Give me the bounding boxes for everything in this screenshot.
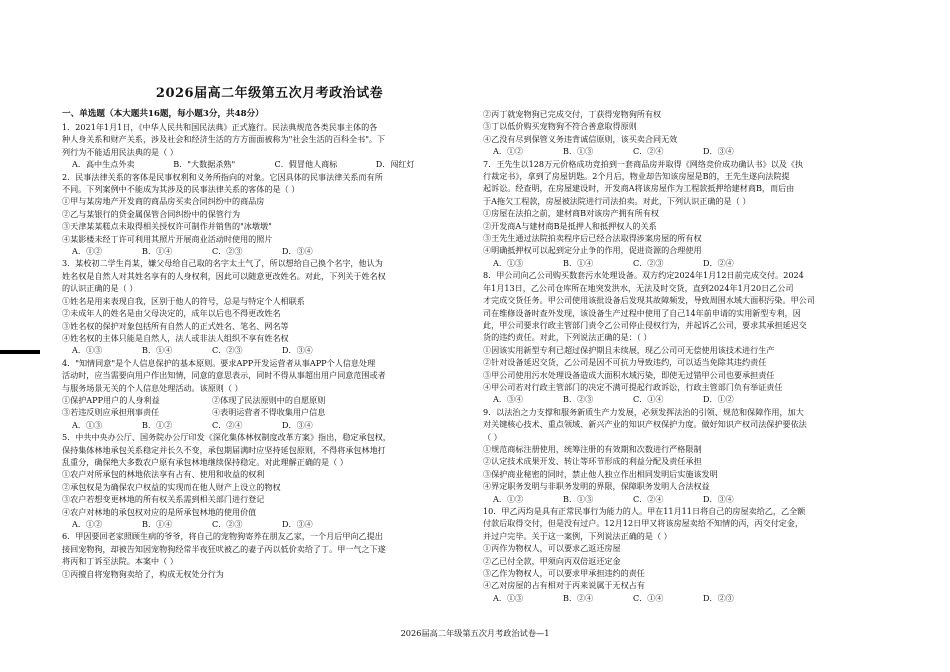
answer-c[interactable]: C．假冒他人商标	[274, 159, 338, 170]
q8-line: 货的违约责任。对此，下列说法正确的是：（ ）	[483, 332, 652, 343]
q7-line: ①房屋在法拍之前，建材商B对该房产拥有所有权	[483, 208, 659, 219]
q2-line: ②乙与某银行的贷金属保管合同纠纷中的保管行为	[62, 208, 241, 219]
q9-line: ②认定技术成果开发、转让等环节形成的利益分配及责任承担	[483, 456, 702, 467]
q3-line: ④姓名权的主体只能是自然人，法人或非法人组织不享有姓名权	[62, 332, 289, 343]
q1-line: 种人身关系和财产关系，涉及社会和经济生活的方方面面被称为"社会生活的百科全书"。下	[62, 134, 386, 145]
q8-line: ③甲公司使用污水处理设备造成大面积水域污染，即使无过错甲公司也要承担责任	[483, 369, 775, 380]
q5-line: 保持集体林地承包关系稳定并长久不变，承包期届满时应坚持延包原则，不得将承包林地打	[62, 444, 386, 455]
answer-d[interactable]: D．①②	[703, 394, 734, 405]
q6-line: ④乙没有尽到保管义务违背诚信原则，该买卖合同无效	[483, 133, 678, 144]
answer-d[interactable]: D．②③	[703, 592, 734, 603]
q9-line: ③保护商业秘密的同时，禁止他人独立作出相同发明后实施该发明	[483, 468, 718, 479]
q10-line: ④乙对房屋的占有相对于丙来说属于无权占有	[483, 580, 645, 591]
q10-line: 10．甲乙丙均是具有正常民事行为能力的人。甲在11月11日将自己的房屋卖给乙，乙全额	[483, 506, 806, 516]
q7-line: 于A拖欠工程款，房屋被法院进行司法拍卖。对此，下列认识正确的是（ ）	[483, 195, 751, 206]
answer-b[interactable]: B．①②	[142, 419, 173, 430]
question-9	[483, 406, 903, 505]
q4-line: 与服务场景无关的个人信息处理活动。该原则（ ）	[62, 382, 243, 393]
right-column	[483, 108, 903, 604]
q4-options-row	[62, 406, 477, 418]
q9-line: ①规范商标注册使用，统筹注册的有效期和次数进行严格限制	[483, 443, 702, 454]
q3-line: ②未成年人的姓名是由父母决定的，成年以后也不得更改姓名	[62, 308, 281, 319]
q3-line: 3．某校初二学生肖某，嫌父母给自己取的名字太土气了，所以想给自己换个名字，他认为	[62, 258, 383, 269]
q7-line: ③王先生通过法院拍卖程序后已经合法取得涉案房屋的所有权	[483, 233, 702, 244]
question-10	[483, 505, 903, 604]
answer-b[interactable]: B．①③	[563, 146, 594, 157]
answer-c[interactable]: C．②④	[633, 493, 664, 504]
q2-line: ③天津某某糕点未取得相关授权许可制作并销售的"冰墩墩"	[62, 221, 272, 232]
question-2	[62, 171, 477, 258]
answer-a[interactable]: A．①②	[493, 146, 524, 157]
answer-c[interactable]: C．②④	[633, 146, 664, 157]
answer-c[interactable]: C．②③	[633, 257, 664, 268]
q1-line: 列行为不能适用民法典的是（ ）	[62, 146, 178, 157]
q10-line: ①丙作为物权人，可以要求乙返还房屋	[483, 543, 621, 554]
question-8	[483, 269, 903, 405]
q3-line: ③姓名权的保护对象包括所有自然人的正式姓名、笔名、网名等	[62, 320, 289, 331]
q6-answers	[483, 145, 903, 157]
q8-line: ①因该实用新型专利已超过保护期且未续展，现乙公司可无偿使用该技术进行生产	[483, 344, 775, 355]
answer-b[interactable]: B．①④	[142, 345, 173, 356]
question-4	[62, 357, 477, 431]
answer-d[interactable]: D．③④	[282, 345, 313, 356]
answer-b[interactable]: B．①④	[563, 257, 594, 268]
answer-d[interactable]: D．③④	[703, 146, 734, 157]
q7-line: 行裁定书》，拿到了房屋钥匙。2个月后，物业却告知该房屋是B的，王先生遂向法院提	[483, 171, 790, 182]
q10-line: ②乙已付全款，甲须向丙双倍返还定金	[483, 555, 621, 566]
q2-line: 2．民事法律关系的客体是民事权利和义务所指向的对象。它因具体的民事法律关系而有所	[62, 171, 383, 182]
q8-line: 此，甲公司要求行政主管部门责令乙公司停止侵权行为，并起诉乙公司，要求其承担延迟交	[483, 319, 807, 330]
answer-a[interactable]: A．①②	[493, 493, 524, 504]
answer-c[interactable]: C．①④	[633, 394, 664, 405]
q8-line: ④甲公司若对行政主管部门的决定不满可提起行政诉讼，行政主管部门负有举证责任	[483, 381, 783, 392]
q9-line: （ ）	[483, 431, 502, 442]
answer-d[interactable]: D．③④	[282, 246, 313, 257]
question-6-continued	[483, 108, 903, 158]
q2-line: ④某影楼未经丁许可利用其照片开展商业活动时使用的照片	[62, 233, 273, 244]
q9-line: 对关键核心技术、重点领域、新兴产业的知识产权保护力度。做好知识产权司法保护要依法	[483, 419, 807, 430]
q6-line: 6．甲因要回老家照顾生病的爷爷，将自己的宠物狗寄养在朋友乙家，一个月后甲向乙提出	[62, 531, 383, 542]
q5-line: ①农户对所承包的林地依法享有占有、使用和收益的权利	[62, 469, 265, 480]
q7-line: ④明确抵押权可以起到定分止争的作用，促进资源的合理使用	[483, 245, 702, 256]
answer-d[interactable]: D．③④	[282, 419, 313, 430]
q2-answers	[62, 245, 477, 257]
q5-answers	[62, 518, 477, 530]
q6-line: ①丙擅自将宠物狗卖给了，构成无权处分行为	[62, 568, 224, 579]
answer-d[interactable]: D．②④	[703, 257, 734, 268]
answer-b[interactable]: B．"大数据杀熟"	[173, 159, 236, 170]
page-footer: 2026届高二年级第五次月考政治试卷—1	[400, 628, 550, 638]
q10-line: 付款后取得交付，但是没有过户。12月12日甲又将该房屋卖给不知情的丙，丙交付定金，	[483, 518, 804, 529]
section-heading: 一、单选题（本大题共16题，每小题3分，共48分）	[62, 109, 264, 119]
answer-d[interactable]: D．③④	[703, 493, 734, 504]
answer-a[interactable]: A．①③	[72, 345, 103, 356]
question-6	[62, 530, 477, 580]
q6-line: 接回宠物狗，却被告知因宠物狗经常半夜狂吠被乙的妻子丙以低价卖给了丁。甲一气之下遂	[62, 543, 386, 554]
q4-option: ③若违反则应承担刑事责任	[62, 407, 160, 418]
q8-line: 8．甲公司向乙公司购买数套污水处理设备。双方约定2024年1月12日前完成交付。2024	[483, 270, 804, 281]
q8-line: 才完成交货任务。甲公司使用该批设备后发现其故障频发，导致周围水域大面积污染。甲公司	[483, 295, 815, 306]
q4-option: ④表明运营者不得收集用户信息	[212, 407, 326, 418]
q3-line: ①姓名是用来表现自我，区别于他人的符号，总是与特定个人相联系	[62, 295, 305, 306]
answer-a[interactable]: A．①②	[72, 246, 103, 257]
answer-c[interactable]: C．②③	[212, 345, 243, 356]
q4-option: ②体现了民法原则中的自愿原则	[212, 394, 326, 405]
answer-a[interactable]: A．①③	[72, 419, 103, 430]
q3-line: 的认识正确的是（ ）	[62, 283, 138, 294]
q1-answers	[62, 158, 477, 170]
left-column	[62, 108, 477, 580]
answer-a[interactable]: A．③④	[493, 394, 524, 405]
q8-line: 司在维修设备时查外发现，该设备生产过程中使用了自己14年前申请的实用新型专利，因	[483, 307, 801, 318]
q8-line: 年1月13日，乙公司仓库所在地突发洪水，无法及时交货，直到2024年1月20日乙公司	[483, 282, 794, 293]
exam-title: 2026届高二年级第五次月考政治试卷	[155, 86, 384, 101]
question-7	[483, 158, 903, 270]
question-1	[62, 121, 477, 171]
q6-line: ③丁以低价购买宠物狗不符合善意取得原则	[483, 121, 637, 132]
q6-line: 将丙和丁诉至法院。本案中（ ）	[62, 556, 178, 567]
answer-d[interactable]: D．③④	[282, 519, 313, 529]
answer-b[interactable]: B．①④	[142, 519, 173, 529]
q2-line: 不同。下列案例中不能成为其涉及的民事法律关系的客体的是（ ）	[62, 184, 300, 195]
answer-b[interactable]: B．①③	[563, 493, 594, 504]
answer-b[interactable]: B．②④	[563, 592, 594, 603]
answer-a[interactable]: A．①③	[493, 592, 524, 603]
answer-c[interactable]: C．①④	[633, 592, 664, 603]
q2-line: ①甲与某房地产开发商的商品房买卖合同纠纷中的商品房	[62, 196, 265, 207]
answer-a[interactable]: A．①②	[72, 519, 103, 529]
q8-line: ②针对设备延迟交货，乙公司是因不可抗力导致违约，可以适当免除其违约责任	[483, 357, 767, 368]
answer-c[interactable]: C．②③	[212, 519, 243, 529]
q4-answers	[62, 419, 477, 431]
q7-line: 起诉讼。经查明，在房屋建设时，开发商A将该房屋作为工程款抵押给建材商B，而后由	[483, 183, 795, 194]
answer-b[interactable]: B．②③	[563, 394, 594, 405]
q4-line: 4．"知情同意"是个人信息保护的基本原则。要求APP开发运营者从事APP个人信息处理	[62, 357, 376, 368]
q4-options-row	[62, 394, 477, 406]
answer-a[interactable]: A．高中生点外卖	[72, 159, 135, 170]
q7-line: ②开发商A与建材商B是抵押人和抵押权人的关系	[483, 220, 657, 231]
q6-line: ②丙丁就宠物狗已完成交付，丁获得宠物狗所有权	[483, 109, 662, 119]
q10-line: 并过户完毕。关于这一案例，下列说法正确的是（ ）	[483, 530, 672, 541]
q5-line: ④农户对林地的承包权对应的是所承包林地的使用价值	[62, 506, 257, 517]
q10-line: ③乙作为物权人，可以要求甲承担违约的责任	[483, 568, 645, 579]
q8-answers	[483, 393, 903, 405]
answer-d[interactable]: D．闯红灯	[375, 159, 415, 170]
q9-answers	[483, 493, 903, 505]
q5-line: ③农户若想变更林地的所有权关系需到相关部门进行登记	[62, 494, 265, 505]
binding-margin-mark	[0, 350, 40, 354]
q5-line: ②承包权是为确保农户权益的实现而在他人财产上设立的物权	[62, 481, 281, 492]
q3-line: 姓名权是自然人对其姓名享有的人身权利，因此可以随意更改姓名。对此，下列关于姓名权	[62, 270, 386, 281]
q10-answers	[483, 592, 903, 604]
q4-option: ①保护APP用户的人身利益	[62, 394, 160, 405]
q9-line: 9．以法治之力支撑和服务新质生产力发展，必须发挥法治的引领、规范和保障作用，加大	[483, 406, 804, 417]
q7-answers	[483, 257, 903, 269]
question-3	[62, 257, 477, 356]
q7-line: 7．王先生以128万元价格成功竞拍到一套商品房并取得《网络竞价成功确认书》以及《执	[483, 158, 804, 169]
answer-a[interactable]: A．①③	[493, 257, 524, 268]
q4-line: 活动时，应当需要向用户作出知情，同意的意思表示，同时不得从事超出用户同意范围或者	[62, 370, 386, 381]
q5-line: 5．中共中央办公厅、国务院办公厅印发《深化集体林权制度改革方案》指出，稳定承包权，	[62, 432, 391, 443]
answer-c[interactable]: C．②③	[212, 246, 243, 257]
q1-line: 1．2021年1月1日，《中华人民共和国民法典》正式施行。民法典规范各类民事主体的各	[62, 122, 378, 132]
question-5	[62, 431, 477, 530]
answer-b[interactable]: B．①④	[142, 246, 173, 257]
q5-line: 乱重分，确保绝大多数农户原有承包林地继续保持稳定。对此理解正确的是（ ）	[62, 456, 348, 467]
answer-c[interactable]: C．②④	[212, 419, 243, 430]
q3-answers	[62, 344, 477, 356]
q9-line: ④界定职务发明与非职务发明的界限，保障职务发明人合法权益	[483, 481, 710, 492]
